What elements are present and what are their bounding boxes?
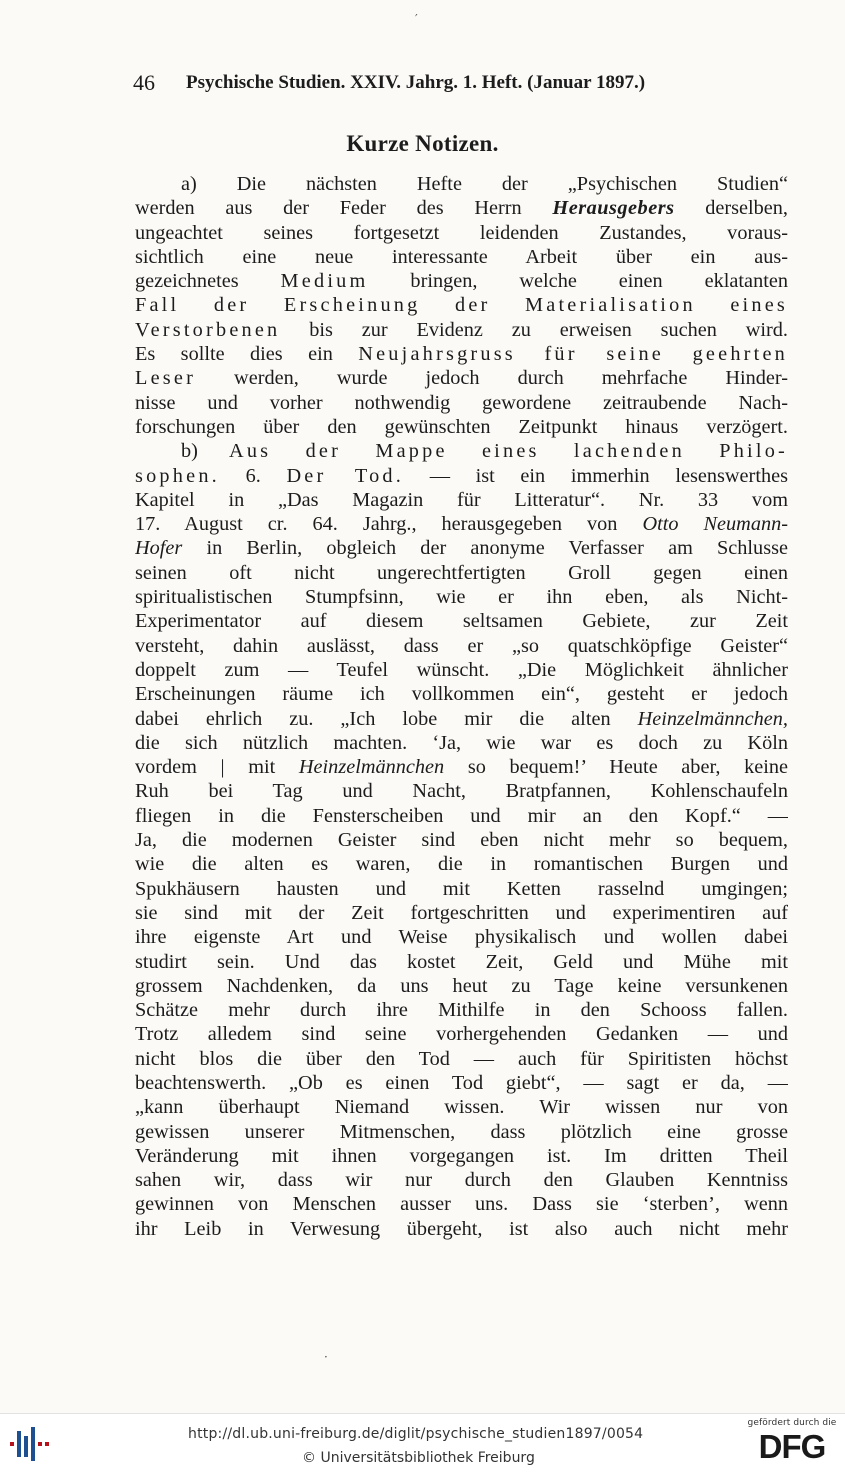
- text-line: [135, 561, 788, 585]
- line-text: werden aus der Feder des Herrn: [135, 197, 553, 220]
- line-text: nicht blos die über den Tod — auch für Spiritisten höchst: [135, 1047, 788, 1070]
- text-line: [135, 998, 788, 1022]
- source-url-link[interactable]: http://dl.ub.uni-freiburg.de/diglit/psychische_studien1897/0054: [188, 1426, 644, 1442]
- line-text: Schätze mehr durch ihre Mithilfe in den Schooss fallen.: [135, 999, 788, 1022]
- spaced-text: Leser: [135, 367, 197, 390]
- section-title: Kurze Notizen.: [346, 131, 499, 156]
- text-line: [135, 852, 788, 876]
- italic-text: Heinzelmännchen,: [637, 707, 788, 730]
- line-text: nisse und vorher nothwendig gewordene zeitraubende Nach-: [135, 391, 788, 414]
- line-text: doppelt zum — Teufel wünscht. „Die Möglichkeit ähnlicher: [135, 658, 788, 681]
- text-line: [135, 1144, 788, 1168]
- italic-text: Hofer: [135, 537, 183, 560]
- text-line: [135, 415, 788, 439]
- line-text: Erscheinungen räume ich vollkommen ein“, gesteht er jedoch: [135, 683, 788, 706]
- spaced-text: Medium: [280, 270, 369, 293]
- line-text: vordem | mit: [135, 756, 299, 779]
- spaced-text: Aus der Mappe eines lachenden Philo-: [229, 440, 788, 463]
- text-line: [135, 1071, 788, 1095]
- text-line: [135, 828, 788, 852]
- line-text: Veränderung mit ihnen vorgegangen ist. Im dritten Theil: [135, 1144, 788, 1167]
- line-text: Ja, die modernen Geister sind eben nicht mehr so bequem,: [135, 829, 788, 852]
- page-number: 46: [133, 70, 155, 95]
- dfg-logo[interactable]: [744, 1418, 840, 1472]
- line-text: dabei ehrlich zu. „Ich lobe mir die alten: [135, 707, 638, 730]
- line-text: versteht, dahin auslässt, dass er „so quatschköpfige Geister“: [135, 634, 788, 657]
- dfg-caption: gefördert durch die: [747, 1418, 837, 1428]
- line-text: Ruh bei Tag und Nacht, Bratpfannen, Kohlenschaufeln: [135, 780, 788, 803]
- text-line: [135, 196, 788, 220]
- digital-library-logo-icon: [8, 1425, 52, 1463]
- text-line: [135, 950, 788, 974]
- text-line: [135, 731, 788, 755]
- text-line: [135, 609, 788, 633]
- text-line: [135, 779, 788, 803]
- line-text: in Berlin, obgleich der anonyme Verfasser am Schlusse: [182, 537, 788, 560]
- page-header: [133, 70, 790, 100]
- line-text: fliegen in die Fensterscheiben und mir an den Kopf.“ —: [135, 804, 788, 827]
- line-text: gewissen unserer Mitmenschen, dass plötzlich eine grosse: [135, 1120, 788, 1143]
- line-text: die sich nützlich machten. ‘Ja, wie war es doch zu Köln: [135, 731, 788, 754]
- scan-speck: ·: [324, 1350, 328, 1364]
- text-line: [135, 901, 788, 925]
- line-text: Spukhäusern hausten und mit Ketten rasselnd umgingen;: [135, 877, 788, 900]
- text-line: [135, 1217, 788, 1241]
- emphasized-name: Herausgebers: [552, 197, 675, 220]
- line-text: gewinnen von Menschen ausser uns. Dass sie ‘sterben’, wenn: [135, 1193, 788, 1216]
- line-text: seinen oft nicht ungerechtfertigten Groll gegen einen: [135, 561, 788, 584]
- text-line: [135, 925, 788, 949]
- text-line: [135, 1120, 788, 1144]
- line-text: sahen wir, dass wir nur durch den Glauben Kenntniss: [135, 1169, 788, 1192]
- text-line: [135, 634, 788, 658]
- line-text: sie sind mit der Zeit fortgeschritten und experimentiren auf: [135, 901, 788, 924]
- text-line: [135, 707, 788, 731]
- text-line: [135, 804, 788, 828]
- text-line: [135, 172, 788, 196]
- line-text: Trotz alledem sind seine vorhergehenden Gedanken — und: [135, 1023, 788, 1046]
- line-text: ihre eigenste Art und Weise physikalisch und wollen dabei: [135, 926, 788, 949]
- text-line: [135, 755, 788, 779]
- line-text: so bequem!’ Heute aber, keine: [444, 756, 788, 779]
- text-line: [135, 318, 788, 342]
- copyright-notice: © Universitätsbibliothek Freiburg: [302, 1450, 535, 1466]
- line-text: grossem Nachdenken, da uns heut zu Tage keine versunkenen: [135, 974, 788, 997]
- text-line: [135, 1168, 788, 1192]
- text-line: [135, 221, 788, 245]
- text-line: [135, 1022, 788, 1046]
- line-text: Es sollte dies ein: [135, 343, 359, 366]
- spaced-text: Fall der Erscheinung der Materialisation eines: [135, 294, 788, 317]
- text-line: [135, 1192, 788, 1216]
- scan-speck: ′: [415, 12, 418, 26]
- text-line: [135, 245, 788, 269]
- body-text: [135, 172, 788, 1241]
- footer-bar: [0, 1413, 845, 1474]
- line-text: werden, wurde jedoch durch mehrfache Hinder-: [196, 367, 788, 390]
- text-line: [135, 1047, 788, 1071]
- line-text: — ist ein immerhin lesenswerthes: [404, 464, 788, 487]
- spaced-text: sophen.: [135, 464, 220, 487]
- line-text: 17. August cr. 64. Jahrg., herausgegeben von: [135, 513, 643, 536]
- text-line: [135, 512, 788, 536]
- line-text: studirt sein. Und das kostet Zeit, Geld und Mühe mit: [135, 950, 788, 973]
- text-line: [135, 682, 788, 706]
- line-text: bringen, welche einen eklatanten: [368, 270, 788, 293]
- line-text: beachtenswerth. „Ob es einen Tod giebt“, — sagt er da, —: [135, 1071, 788, 1094]
- text-line: [135, 439, 788, 463]
- text-line: [135, 464, 788, 488]
- line-text: Experimentator auf diesem seltsamen Gebiete, zur Zeit: [135, 610, 788, 633]
- line-text: gezeichnetes: [135, 270, 281, 293]
- italic-text: Heinzelmännchen: [298, 756, 445, 779]
- text-line: [135, 536, 788, 560]
- line-text: ungeachtet seines fortgesetzt leidenden Zustandes, voraus-: [135, 221, 788, 244]
- text-line: [135, 974, 788, 998]
- line-text: forschungen über den gewünschten Zeitpunkt hinaus verzögert.: [135, 415, 788, 438]
- text-line: [135, 488, 788, 512]
- line-text: 6.: [219, 464, 287, 487]
- text-line: [135, 391, 788, 415]
- text-line: [135, 658, 788, 682]
- text-line: [135, 366, 788, 390]
- line-text: wie die alten es waren, die in romantischen Burgen und: [135, 853, 788, 876]
- spaced-text: Neujahrsgruss für seine geehrten: [358, 343, 788, 366]
- spaced-text: Der Tod.: [286, 464, 405, 487]
- line-text: derselben,: [674, 197, 788, 220]
- text-line: [135, 293, 788, 317]
- italic-text: Otto Neumann-: [642, 513, 788, 536]
- running-title: Psychische Studien. XXIV. Jahrg. 1. Heft. (Januar 1897.): [186, 72, 646, 93]
- line-text: a) Die nächsten Hefte der „Psychischen Studien“: [181, 173, 788, 195]
- text-line: [135, 1095, 788, 1119]
- spaced-text: Verstorbenen: [135, 318, 281, 341]
- text-line: [135, 342, 788, 366]
- text-line: [135, 269, 788, 293]
- line-text: bis zur Evidenz zu erweisen suchen wird.: [280, 318, 788, 341]
- line-text: „kann überhaupt Niemand wissen. Wir wissen nur von: [135, 1096, 788, 1119]
- line-text: spiritualistischen Stumpfsinn, wie er ihn eben, als Nicht-: [135, 586, 788, 609]
- line-text: b): [181, 440, 229, 463]
- dfg-logo-text: DFG: [758, 1428, 826, 1465]
- line-text: ihr Leib in Verwesung übergeht, ist also auch nicht mehr: [135, 1217, 788, 1240]
- line-text: sichtlich eine neue interessante Arbeit über ein aus-: [135, 245, 788, 268]
- text-line: [135, 585, 788, 609]
- line-text: Kapitel in „Das Magazin für Litteratur“. Nr. 33 vom: [135, 488, 788, 511]
- text-line: [135, 877, 788, 901]
